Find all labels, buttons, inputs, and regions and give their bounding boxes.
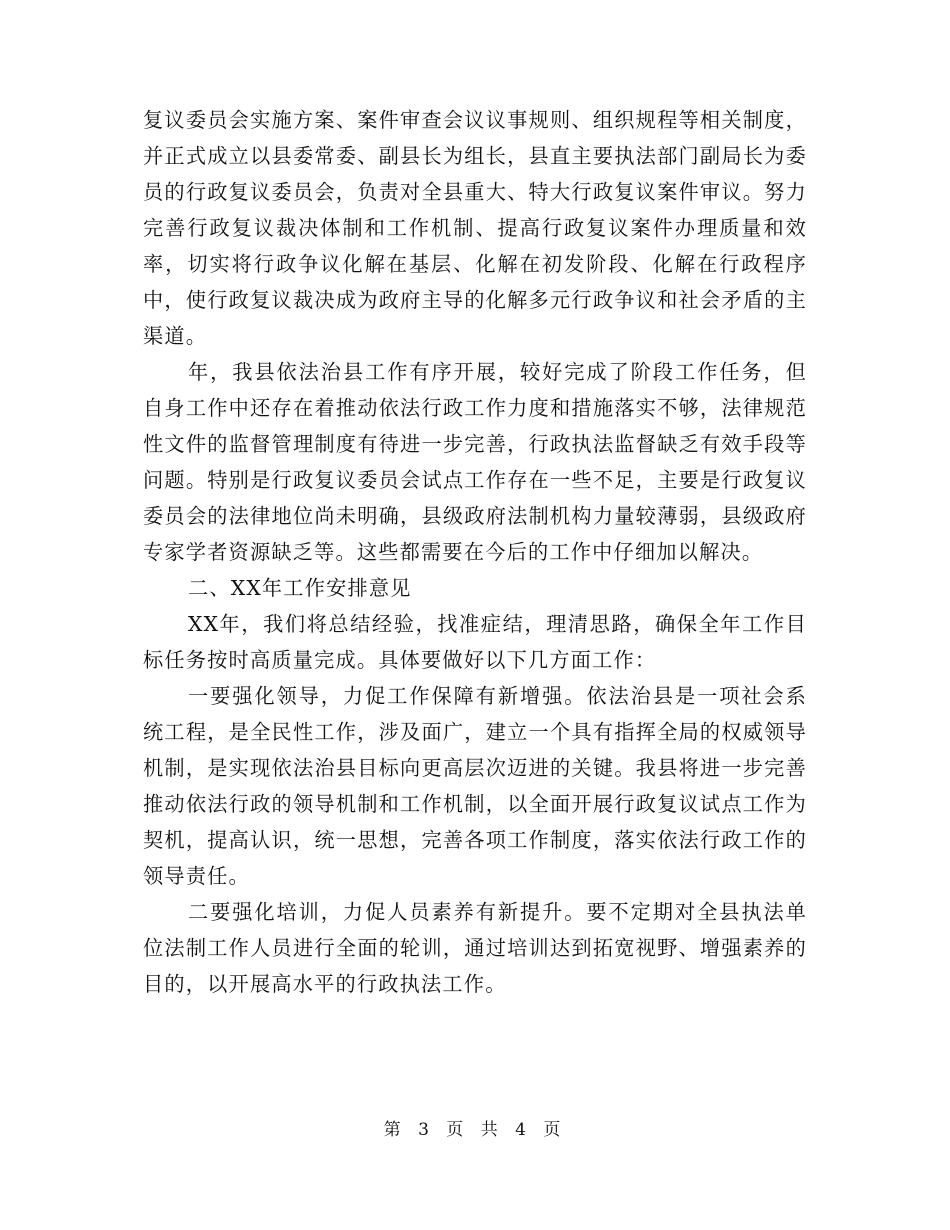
paragraph-item-1: 一要强化领导，力促工作保障有新增强。依法治县是一项社会系统工程，是全民性工作，涉及面广，建立一个具有指挥全局的权威领导机制，是实现依法治县目标向更高层次迈进的关键。我县将进一步完善推动依法行政的领导机制和工作机制，以全面开展行政复议试点工作为契机，提高认识，统一思想，完善各项工作制度，落实依法行政工作的领导责任。 [143,684,807,888]
section-heading: 二、XX年工作安排意见 [188,576,412,600]
paragraph-intro: XX年，我们将总结经验，找准症结，理清思路，确保全年工作目标任务按时高质量完成。具体要做好以下几方面工作： [143,612,807,672]
paragraph-continued: 复议委员会实施方案、案件审查会议议事规则、组织规程等相关制度，并正式成立以县委常委、副县长为组长，县直主要执法部门副局长为委员的行政复议委员会，负责对全县重大、特大行政复议案件审议。努力完善行政复议裁决体制和工作机制、提高行政复议案件办理质量和效率，切实将行政争议化解在基层、化解在初发阶段、化解在行政程序中，使行政复议裁决成为政府主导的化解多元行政争议和社会矛盾的主渠道。 [143,108,807,348]
paragraph-summary: 年，我县依法治县工作有序开展，较好完成了阶段工作任务，但自身工作中还存在着推动依法行政工作力度和措施落实不够，法律规范性文件的监督管理制度有待进一步完善，行政执法监督缺乏有效手段等问题。特别是行政复议委员会试点工作存在一些不足，主要是行政复议委员会的法律地位尚未明确，县级政府法制机构力量较薄弱，县级政府专家学者资源缺乏等。这些都需要在今后的工作中仔细加以解决。 [143,360,807,564]
paragraph-item-2: 二要强化培训，力促人员素养有新提升。要不定期对全县执法单位法制工作人员进行全面的轮训，通过培训达到拓宽视野、增强素养的目的，以开展高水平的行政执法工作。 [143,900,807,996]
page-number-footer: 第 3 页 共 4 页 [383,1120,567,1140]
document-body [143,102,807,1002]
